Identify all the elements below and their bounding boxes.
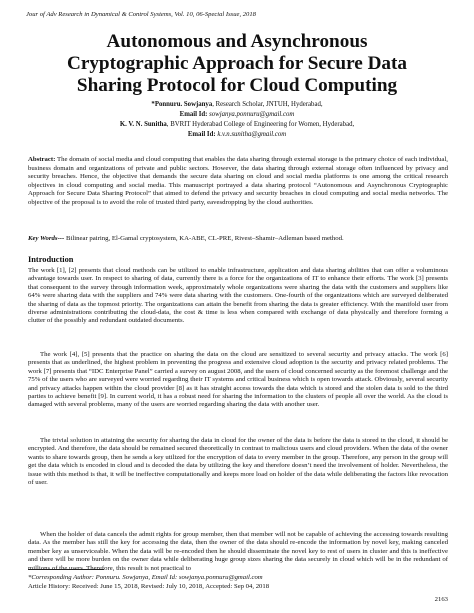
footnote-divider xyxy=(28,569,104,570)
keywords xyxy=(28,235,448,244)
corresponding-author xyxy=(28,573,269,582)
body-paragraph: The work [4], [5] presents that the practice on sharing the data on the cloud are sensitized to several security and privacy attacks. The work [6] presents that as underlined, the highest problem in preventing the progress and extensive cloud adoption is the security and privacy related problems. The work [7] presents that “IDC Enterprise Panel” carried a survey on august 2008, and the users of cloud concerned security as the foremost challenge and the 75% of the users who are surveyed were worried regarding their IT systems and critical business which is open towards attack. Obviously, several security and privacy attacks happen within the cloud provider [8] as it has straight access towards the data which is stored and the stolen data is sold to the third parties to achieve benefit [9]. In current world, it has a robust need for sharing the information to the clusters of people all over the world. As the cloud is damaged with several problems, many of the users are worried regarding sharing the data with another user. xyxy=(28,351,448,409)
article-history: Article History: Received: June 15, 2018, Revised: July 10, 2018, Accepted: Sep 04, 2018 xyxy=(28,583,270,590)
title-line: Autonomous and Asynchronous xyxy=(106,31,368,52)
author-2 xyxy=(24,120,450,130)
page-number: 2163 xyxy=(434,596,448,603)
title-line: Cryptographic Approach for Secure Data xyxy=(66,53,408,74)
author-1-affiliation: , Research Scholar, JNTUH, Hyderabad, xyxy=(212,101,323,108)
corresponding-author-label: *Corresponding Author: xyxy=(28,574,96,581)
author-block xyxy=(24,100,450,140)
author-1-email-line xyxy=(24,110,450,120)
footnote xyxy=(28,573,269,591)
author-1-email: sowjanya.ponnuru@gmail.com xyxy=(207,110,295,118)
paper-title xyxy=(24,31,450,97)
body-paragraph: When the holder of data cancels the admit rights for group member, then that member will not be capable of achieving the accessing towards resulting data. As the member has still the key for accessing the data, then the owner of the data should re-encode the information by novel key, making canceled member key as unserviceable. When the data will be re-encoded then he should disseminate the novel key to rest of users in cluster and this is ineffective and there will be more burden on the owner data while deliberating huge group sizes sharing the data securely in cloud which will be in the redundant of millions of the users. Therefore, this result is not practical to xyxy=(28,531,448,572)
running-head: Jour of Adv Research in Dynamical & Control Systems, Vol. 10, 06-Special Issue, 2018 xyxy=(26,11,256,18)
corresponding-author-text: Ponnuru. Sowjanya, Email Id: sowjanya.ponnuru@gmail.com xyxy=(95,574,263,581)
author-2-affiliation: , BVRIT Hyderabad College of Engineering for Women, Hyderabad, xyxy=(166,120,355,128)
author-1-name: *Ponnuru. Sowjanya xyxy=(151,101,213,108)
section-heading-introduction: Introduction xyxy=(28,255,74,264)
author-1 xyxy=(24,100,450,110)
email-label: Email Id: xyxy=(179,110,208,118)
abstract-text: The domain of social media and cloud computing that enables the data sharing through external storage is the primary choice of each individual, business domain and organizations of private and public sectors. However, the data sharing through external storage often influenced by privacy and security breaches. Hence, the objective that demands the secure data sharing on cloud and social media platforms is one among the critical research objectives in cloud computing and social media. This manuscript portrayed a data sharing protocol “Autonomous and Asynchronous Cryptographic Approach for Secure Data Sharing Protocol” that aimed to defend the privacy and security breaches in cloud computing and social media networks. The objective of the proposal is to avoid the role of trusted third party, eavesdropping by the cloud authorities. xyxy=(28,156,448,206)
email-label: Email Id: xyxy=(187,130,216,138)
keywords-text: Bilinear pairing, El-Gamal cryptosystem, KA-ABE, CL-PRE, Rivest–Shamir–Adleman based method. xyxy=(64,235,344,242)
body-paragraph: The trivial solution in attaining the security for sharing the data in cloud for the owner of the data is before the data is stored in the cloud, it should be encrypted. And therefore, the data should be remained secured theoretically in contrast to malicious users and cloud providers. When the data of the owner wants to share towards group, then he sends a key utilized for the encryption of data to every member in the group. Therefore, any person in the group will get the data which is encoded in cloud and is decoded the data by utilizing the key and therefore doesn’t need the involvement of holder. Nevertheless, the issue with this method is that, it will be ineffective computationally and keeps more load on holder of the data while deliberating the factors like revocation of user. xyxy=(28,437,448,487)
title-line: Sharing Protocol for Cloud Computing xyxy=(76,75,398,96)
keywords-label: Key Words--- xyxy=(28,235,65,242)
body-paragraph: The work [1], [2] presents that cloud methods can be utilized to enable infrastructure, application and data sharing abilities that can offer a voluminous advantage towards user. In respect to sharing of data, currently there is a force for the organizations of IT to enhance their efforts. The work [3] presents that consequent to the survey through information week, approximately whole organizations were sharing the data with the customers and suppliers like 64% were sharing data with the suppliers and 74% were data sharing with the customers. One-fourth of the organizations which are surveyed deliberated the sharing of data as the topmost priority. The organizations can attain the benefit from sharing the data is greater efficiency. With the manifold user from diverse administrations contributing the cloud-data, the cost & time is less when compared with exchange of data physically and therefore forming a clutter of the possibly and redundant outdated documents. xyxy=(28,267,448,325)
abstract xyxy=(28,156,448,207)
author-2-email-line xyxy=(24,130,450,140)
author-2-email: k.v.n.sunitha@gmail.com xyxy=(215,130,287,138)
author-2-name: K. V. N. Sunitha xyxy=(119,120,167,128)
abstract-label: Abstract: xyxy=(28,156,56,163)
